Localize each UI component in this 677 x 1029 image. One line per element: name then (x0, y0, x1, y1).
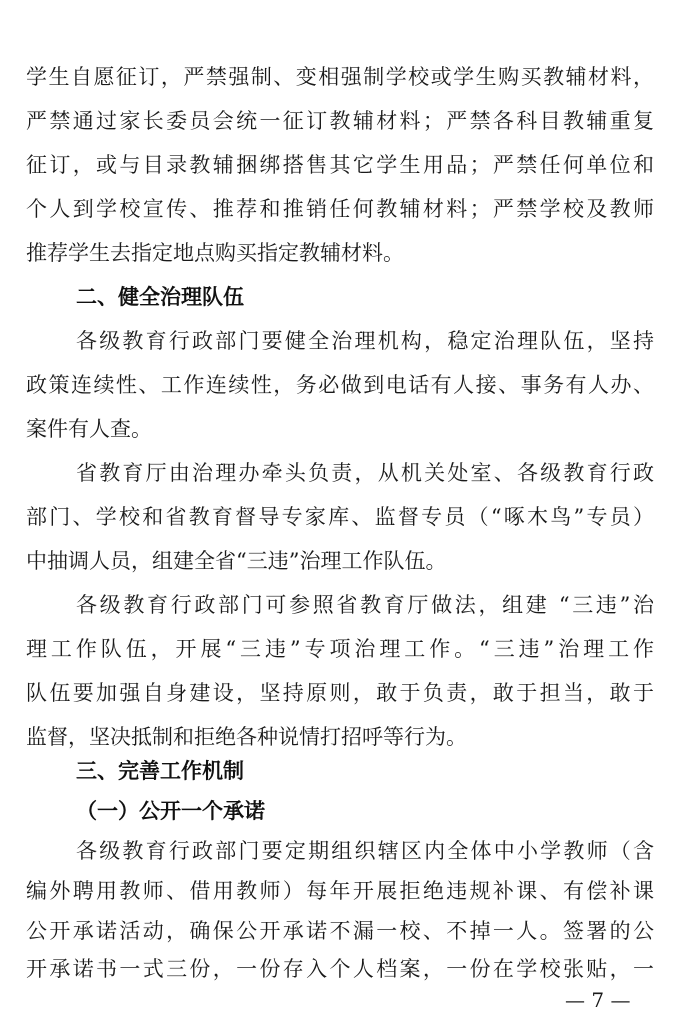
paragraph-line: 中抽调人员，组建全省“三违”治理工作队伍。 (26, 549, 447, 573)
paragraph-line: 公开承诺活动，确保公开承诺不漏一校、不掉一人。签署的公 (26, 919, 654, 943)
paragraph-line: 各级教育行政部门要健全治理机构，稳定治理队伍，坚持 (76, 329, 654, 353)
paragraph-line: 案件有人查。 (26, 417, 152, 441)
paragraph-line: 监督，坚决抵制和拒绝各种说情打招呼等行为。 (26, 725, 467, 749)
paragraph-line: 学生自愿征订，严禁强制、变相强制学校或学生购买教辅材料， (26, 65, 654, 89)
paragraph-line: 队伍要加强自身建设，坚持原则，敢于负责，敢于担当，敢于 (26, 681, 654, 705)
paragraph-line: 开承诺书一式三份，一份存入个人档案，一份在学校张贴，一 (26, 957, 654, 981)
paragraph-line: 征订，或与目录教辅捆绑搭售其它学生用品；严禁任何单位和 (26, 153, 654, 177)
paragraph-line: 严禁通过家长委员会统一征订教辅材料；严禁各科目教辅重复 (26, 109, 654, 133)
paragraph-line: 理工作队伍，开展“三违”专项治理工作。“三违”治理工作 (26, 637, 654, 661)
section-heading: 二、健全治理队伍 (76, 285, 244, 309)
section-heading: 三、完善工作机制 (76, 759, 244, 783)
paragraph-line: 个人到学校宣传、推荐和推销任何教辅材料；严禁学校及教师 (26, 197, 654, 221)
paragraph-line: 推荐学生去指定地点购买指定教辅材料。 (26, 241, 404, 265)
paragraph-line: 编外聘用教师、借用教师）每年开展拒绝违规补课、有偿补课 (26, 879, 654, 903)
paragraph-line: 省教育厅由治理办牵头负责，从机关处室、各级教育行政 (76, 461, 654, 485)
subsection-heading: （一）公开一个承诺 (76, 798, 265, 823)
paragraph-line: 各级教育行政部门要定期组织辖区内全体中小学教师（含 (76, 839, 654, 863)
paragraph-line: 各级教育行政部门可参照省教育厅做法，组建 “三违”治 (76, 593, 654, 617)
paragraph-line: 部门、学校和省教育督导专家库、监督专员（“啄木鸟”专员） (26, 505, 654, 529)
page-number: — 7 — (565, 988, 631, 1012)
paragraph-line: 政策连续性、工作连续性，务必做到电话有人接、事务有人办、 (26, 373, 654, 397)
